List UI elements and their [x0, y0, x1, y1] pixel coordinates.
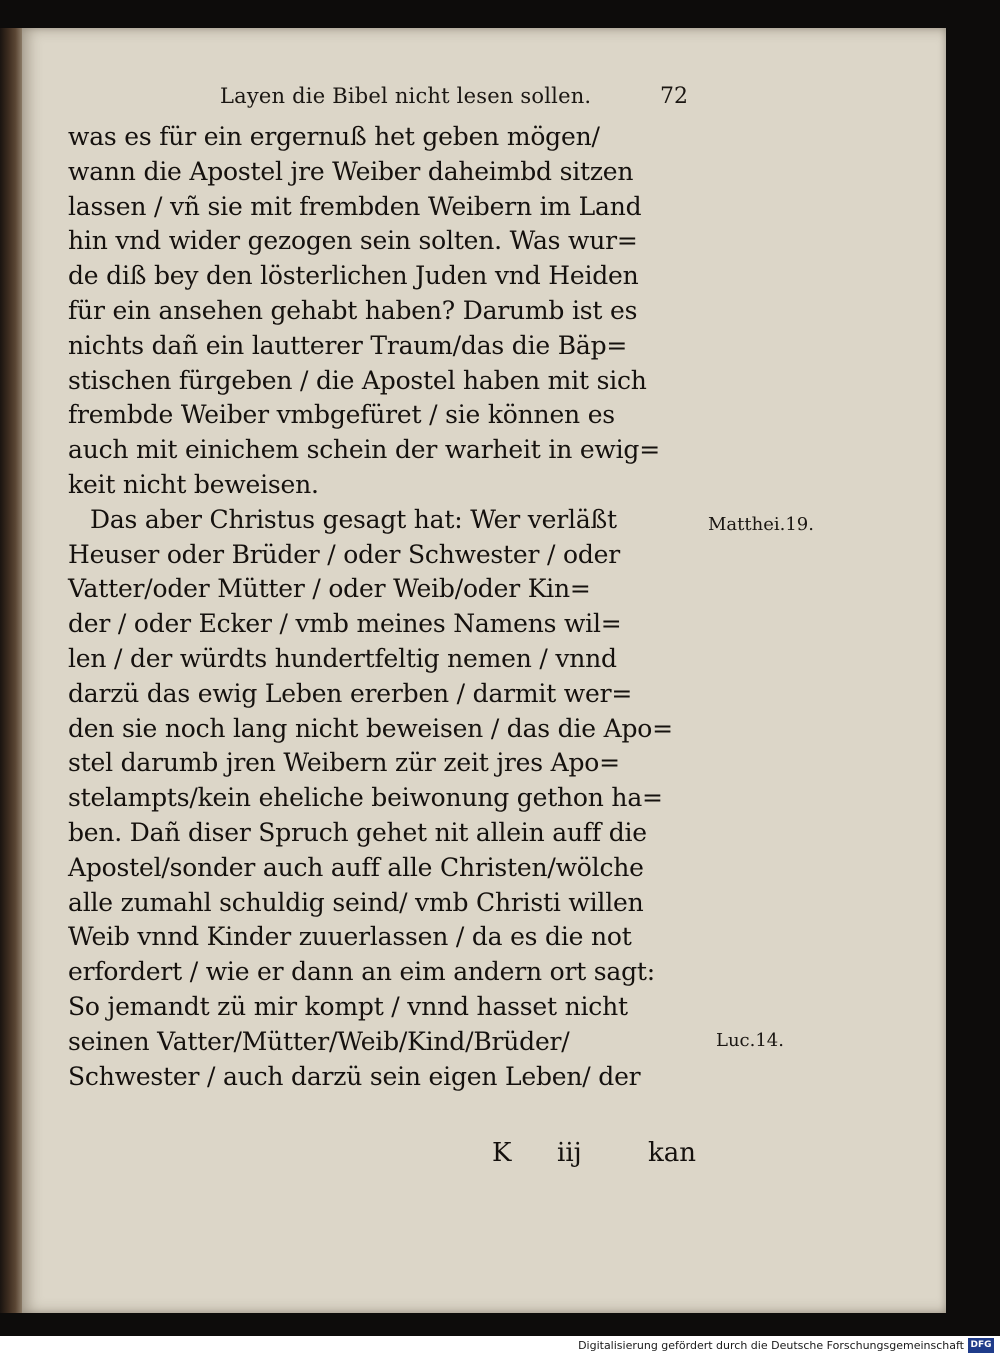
- text-line: der / oder Ecker / vmb meines Namens wil=: [68, 609, 622, 639]
- text-line: So jemandt zü mir kompt / vnnd hasset nicht: [68, 991, 628, 1021]
- text-line: de diß bey den lösterlichen Juden vnd Heiden: [68, 261, 639, 291]
- text-line: ben. Dañ diser Spruch gehet nit allein auff die: [68, 817, 647, 847]
- signature-number: iij: [557, 1138, 582, 1168]
- text-line: alle zumahl schuldig seind/ vmb Christi willen: [68, 887, 644, 917]
- catchword: kan: [648, 1138, 697, 1168]
- running-head: [22, 84, 946, 114]
- text-line: lassen / vñ sie mit frembden Weibern im Land: [68, 191, 642, 221]
- text-line: Heuser oder Brüder / oder Schwester / oder: [68, 539, 620, 569]
- text-line: auch mit einichem schein der warheit in ewig=: [68, 435, 660, 465]
- text-line: hin vnd wider gezogen sein solten. Was wur=: [68, 226, 638, 256]
- text-line: seinen Vatter/Mütter/Weib/Kind/Brüder/: [68, 1026, 570, 1056]
- funding-credit: Digitalisierung gefördert durch die Deutsche Forschungsgemeinschaft: [578, 1339, 964, 1352]
- text-line: was es für ein ergernuß het geben mögen/: [68, 122, 600, 151]
- book-page: [22, 28, 946, 1313]
- text-line: für ein ansehen gehabt haben? Darumb ist es: [68, 295, 638, 325]
- text-line: Apostel/sonder auch auff alle Christen/wölche: [68, 852, 644, 882]
- text-line: stel darumb jren Weibern zür zeit jres Apo=: [68, 748, 620, 778]
- text-line: Weib vnnd Kinder zuuerlassen / da es die not: [68, 922, 632, 952]
- text-line: erfordert / wie er dann an eim andern ort sagt:: [68, 957, 655, 987]
- text-line: keit nicht beweisen.: [68, 469, 319, 499]
- text-line: Schwester / auch darzü sein eigen Leben/ der: [68, 1061, 641, 1091]
- body-text: [68, 120, 708, 1094]
- book-spine-edge: [0, 28, 22, 1313]
- footer-strip: [0, 1336, 1000, 1356]
- paragraph-start-line: Das aber Christus gesagt hat: Wer verläßt: [90, 504, 617, 534]
- marginal-note-luke: Luc.14.: [716, 1030, 784, 1051]
- text-line: stischen fürgeben / die Apostel haben mit sich: [68, 365, 647, 395]
- dfg-logo: DFG: [968, 1338, 994, 1353]
- text-line: darzü das ewig Leben ererben / darmit wer=: [68, 678, 633, 708]
- text-line: len / der würdts hundertfeltig nemen / vnnd: [68, 643, 617, 673]
- text-line: wann die Apostel jre Weiber daheimbd sitzen: [68, 156, 634, 186]
- text-line: den sie noch lang nicht beweisen / das die Apo=: [68, 713, 673, 743]
- running-title: Layen die Bibel nicht lesen sollen.: [220, 84, 592, 108]
- page-number: 72: [660, 84, 688, 109]
- signature-mark: K: [492, 1138, 512, 1168]
- marginal-note-matthew: Matthei.19.: [708, 514, 814, 535]
- text-line: nichts dañ ein lautterer Traum/das die Bäp=: [68, 330, 628, 360]
- text-line: stelampts/kein eheliche beiwonung gethon ha=: [68, 783, 663, 813]
- text-line: frembde Weiber vmbgefüret / sie können es: [68, 400, 615, 430]
- text-line: Vatter/oder Mütter / oder Weib/oder Kin=: [68, 574, 591, 604]
